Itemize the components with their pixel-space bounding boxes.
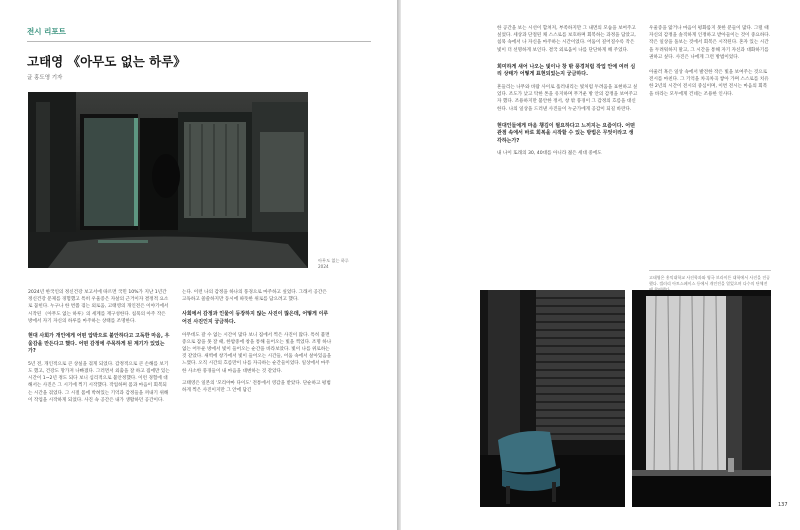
continued-paragraph: 는다. 이런 나의 감정을 하나의 풍경으로 마주하고 싶었다. 그래서 공간은 고독하고 쓸쓸하지만 동시에 따뜻한 위로를 담으려고 했다. [182, 290, 327, 303]
blinds-illustration [480, 290, 625, 507]
right-column-1 [497, 25, 638, 157]
room-illustration [28, 92, 308, 268]
left-page [0, 0, 397, 530]
section-label: 전시 리포트 [27, 27, 66, 36]
answer-2: 아무데도 갈 수 없는 시간이 많다 보니 집에서 찍은 사진이 많다. 특히 불면증으로 잠을 못 잘 때, 한밤중에 창을 통해 들어오는 빛을 찍었다. 조명 하나 없는 어두운 방에서 빛이 들어오는 순간을 바라보았다. 빛이 나를 위로하는 것 같았다. 새벽에 창가에서 빛이 들어오는 시간들, 어둠 속에서 살아있음을 느꼈다. 오직 시간의 흐름만이 나를 자극하는 순간들이었다. 일상에서 마주한 사소한 풍경들이 내 마음을 대변하는 것 같았다. [182, 332, 332, 374]
advice-paragraph: 우울증을 앓거나 마음이 평화롭지 못한 분들이 많다. 그럴 때 자신의 감정을 솔직하게 인정하고 받아들이는 것이 중요하다. 작은 일상을 돌보는 것에서 회복은 시작된다. 혼자 있는 시간을 두려워하지 말고, 그 시간을 통해 자기 자신과 대화하기를 권하고 싶다. 사진은 나에게 그런 방법이었다. [649, 26, 771, 60]
closing-paragraph: 아울러 혹은 일상 속에서 발견한 작은 빛을 보여주는 것으로 전시를 마친다. 그 기억을 차곡차곡 쌓아 가며 스스로를 치유한 2년의 시간이 전시의 중심이며, 이번 전시는 마음의 회복을 바라는 모두에게 건네는 조용한 인사다. [649, 70, 769, 97]
bio-rule [649, 270, 771, 271]
window-illustration [632, 290, 771, 507]
intro-paragraph: 2024년 한국인의 정신건강 보고서에 따르면 국민 10%가 지난 1년간 정신건강 문제를 경험했고 특히 우울증은 자살의 근거이자 결정적 요소로 꼽힌다. 누구나 한 번쯤 겪는 외로움, 고태영의 개인전은 이야기에서 시작된 《아무도 없는 하루》의 세계를 재구성한다. 침묵의 아주 작은 방에서 자기 자신의 하루를 마주하는 상태를 조명한다. [28, 290, 169, 324]
main-photo-room [28, 92, 308, 268]
article-title: 고태영 《아무도 없는 하루》 [27, 54, 186, 69]
byline: 글 홍도영 기자 [27, 75, 63, 81]
continued-paragraph-right: 한 공간을 보는 시선이 합쳐져, 부족하지만 그 내면의 모습을 보여주고 싶었다. 세상과 단절된 채 스스로를 보호하며 회복하는 과정을 담았고, 침묵 속에서 나 자신을 마주하는 시간이었다. 어둠이 깊어질수록 작은 빛이 더 선명하게 보인다. 결국 외로움이 나를 단단하게 해 주었다. [497, 26, 636, 53]
photo-window-curtain [632, 290, 771, 507]
question-3: 희미하게 새어 나오는 빛이나 창 밖 풍경처럼 작업 안에 여러 심리 상태가 어떻게 표현되었는지 궁금하다. [497, 63, 636, 78]
page-number: 137 [778, 502, 788, 508]
photo-caption: 아무도 없는 하루 2024 [318, 258, 349, 269]
right-column-2 [649, 25, 771, 98]
question-1: 현대 사회가 개인에게 어떤 압박으로 불안하다고 고독한 마음, 우울감을 만든다고 했다. 어떤 감정에 주목하게 된 계기가 있었는가? [28, 333, 170, 355]
question-2: 사회에서 감정과 인물이 등장하지 않는 사진이 많은데, 어떻게 이루어진 사진인지 궁금하다. [182, 311, 329, 325]
answer-4: 내 나이 또래의 30, 40대를 아니라 젊은 세대 중에도 [497, 150, 602, 156]
section-rule [27, 41, 371, 42]
question-4: 현대인들에게 마음 챙김이 필요하다고 느끼지는 요즘이다. 어떤 관점 속에서 바로 회복을 시작할 수 있는 방법은 무엇이라고 생각하는가? [497, 122, 635, 144]
left-column-1 [28, 289, 171, 404]
paragraph-moriyama: 고태영은 일본의 '모리야마 다이도' 전통에서 영감을 받았다. 단순하고 평범하게 찍은 사진이지만 그 안에 담긴 [182, 380, 331, 394]
left-column-2 [182, 289, 332, 394]
answer-3: 흔들리는 나무와 바람 사이로 흘러내리는 빛처럼 두려움을 표현하고 싶었다. 조도가 낮고 탁한 톤을 유지하며 무거운 방 안의 감정을 보여주고자 했다. 조용하지만 불안한 정서, 창 밖 풍경이 그 감정의 흐름을 대신한다. 나의 일상을 드러낸 사진들이 누군가에게 공감이 되길 바란다. [497, 85, 638, 112]
right-page [401, 0, 800, 530]
artist-bio: 고태영은 홍익대학교 사진학과와 영국 브라이튼 대학에서 사진을 전공했다. 갤러리 아트스페이스 등에서 개인전을 열었으며 다수의 단체전 [649, 275, 770, 286]
photo-blinds-chair [480, 290, 625, 507]
answer-1: 5년 전, 개인적으로 큰 상실을 겪게 되었다. 감정적으로 큰 손해를 보기도 했고, 건강도 망가져 나빠졌다. 그러면서 외출을 잘 하고 집에만 있는 시간이 1~2년 정도 되다 보니 심리적으로 불안정했다. 이런 경험에 대해서는 사진은 그 시기에 찍기 시작했다. 작업하며 몸과 마음이 회복되는 시간을 겪었다. 그 시절 몸에 박혀있는 기억과 감정들을 꺼내기 위해 이 작업을 시작하게 되었다. 사진 속 공간은 내가 생활하던 공간이다. [28, 361, 170, 403]
